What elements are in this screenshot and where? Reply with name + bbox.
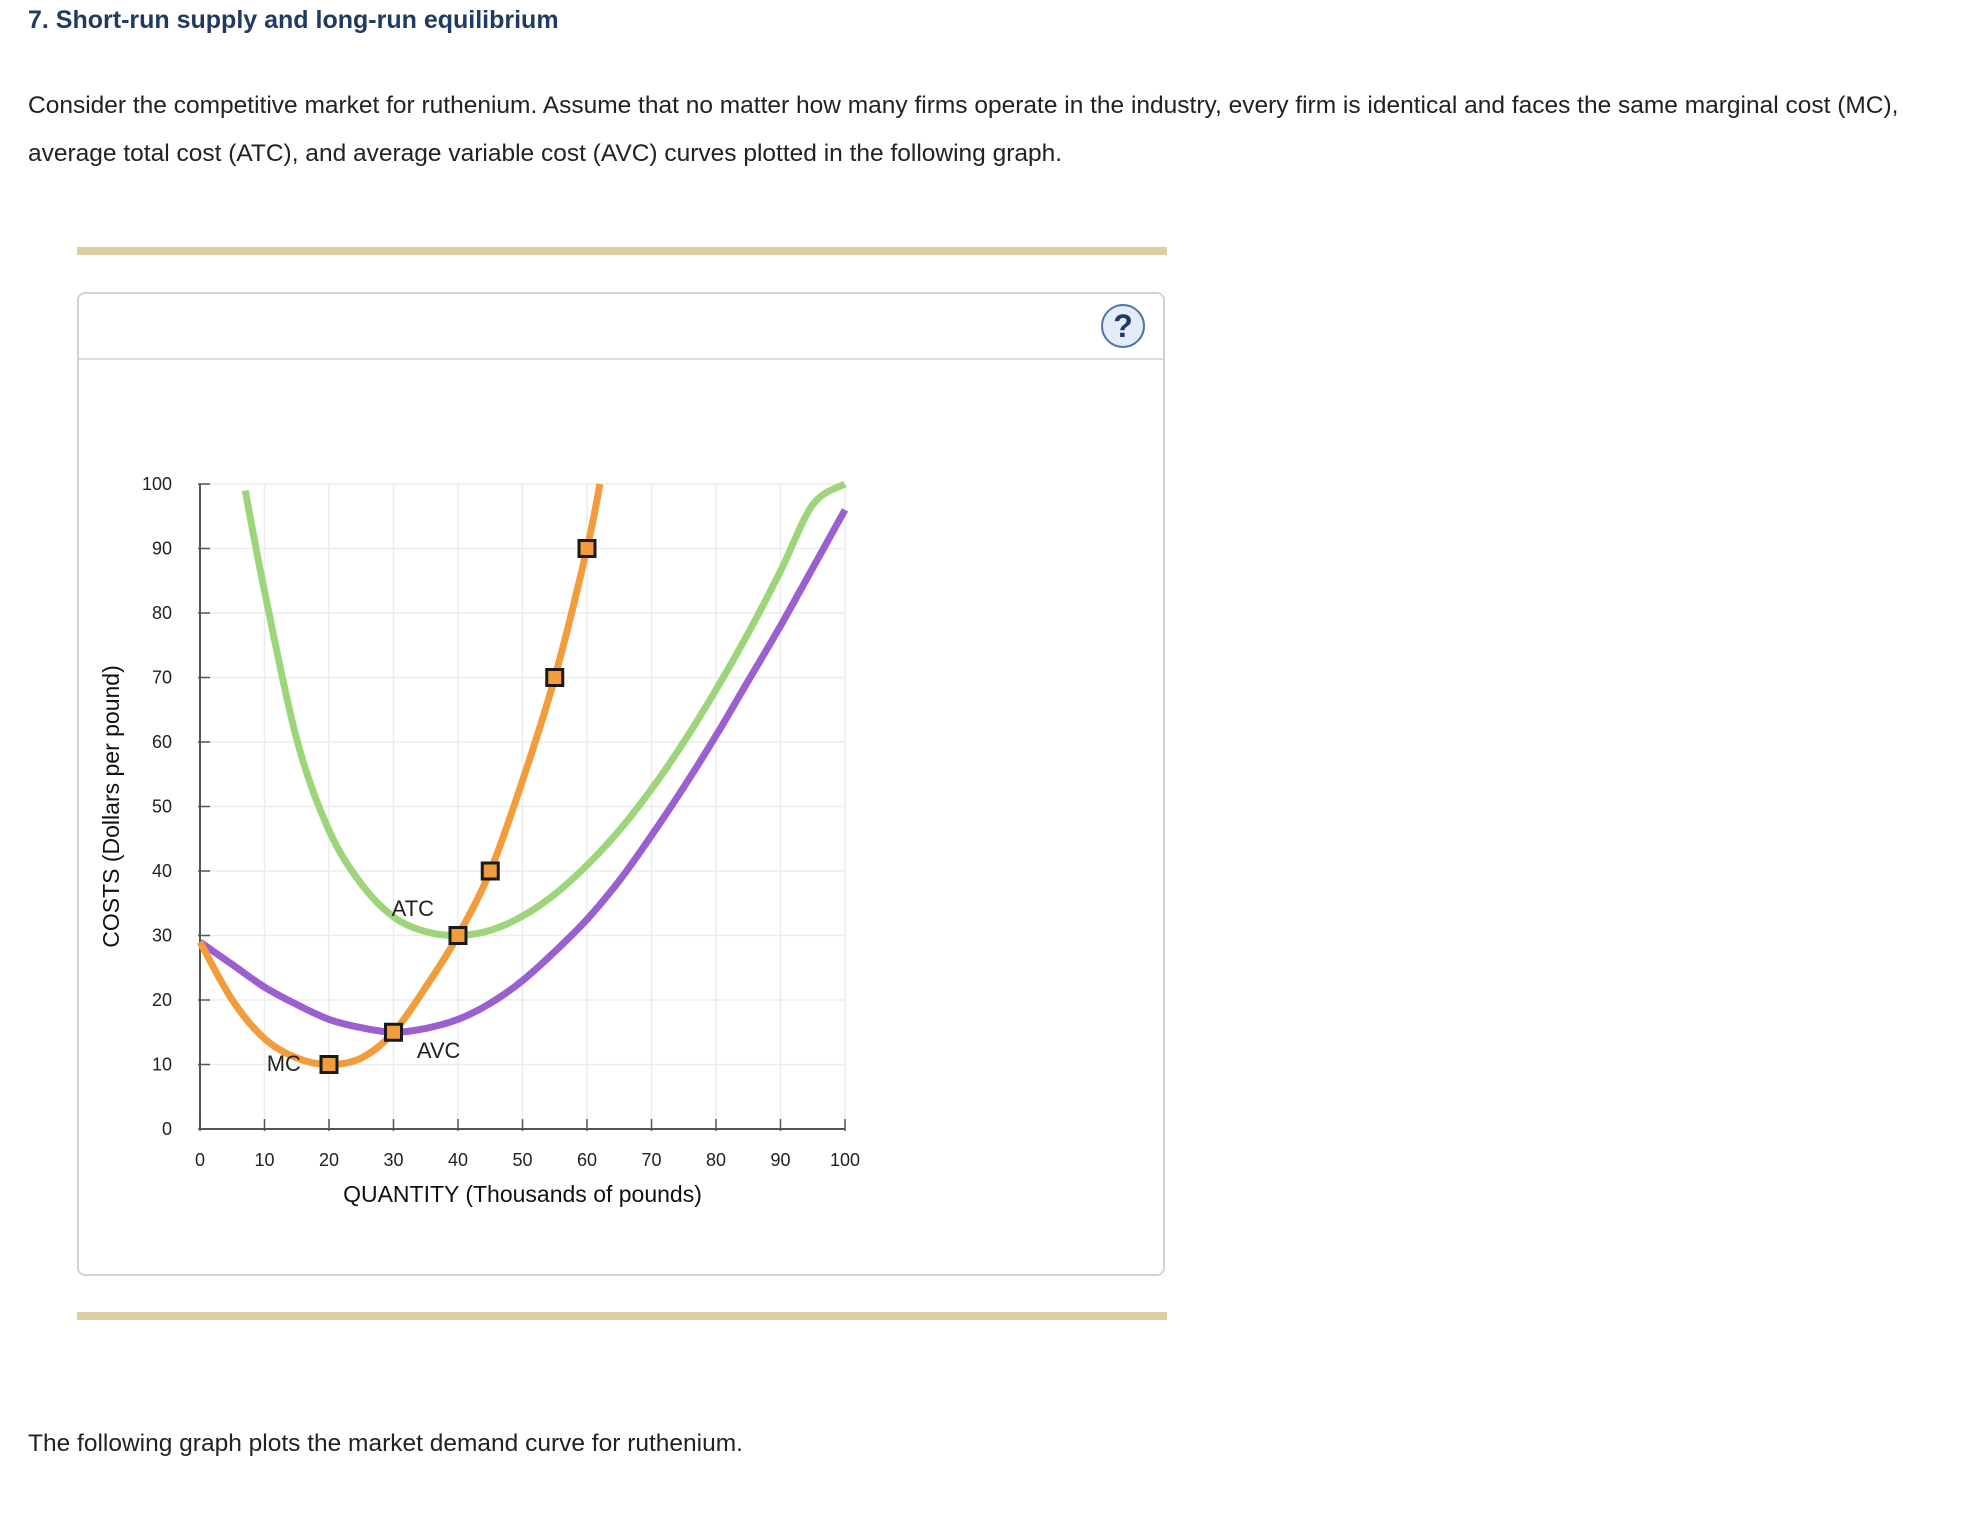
cost-curves-chart <box>79 294 1163 1274</box>
y-tick-label: 0 <box>161 1119 172 1139</box>
x-axis-title: QUANTITY (Thousands of pounds) <box>343 1181 702 1207</box>
y-axis-title: COSTS (Dollars per pound) <box>98 665 124 948</box>
y-tick-label: 50 <box>151 796 172 817</box>
mc-point-marker <box>321 1057 337 1073</box>
y-tick-label: 30 <box>151 925 172 946</box>
x-tick-label: 80 <box>705 1150 727 1170</box>
x-tick-label: 40 <box>447 1150 469 1170</box>
curve-label-atc: ATC <box>391 896 435 922</box>
mc-point-marker <box>579 541 595 557</box>
y-tick-label: 70 <box>151 667 172 688</box>
chart-labels <box>267 896 461 1076</box>
chart-grid <box>200 484 845 1129</box>
y-tick-label: 80 <box>151 603 172 623</box>
x-tick-label: 100 <box>829 1150 861 1170</box>
x-tick-label: 0 <box>194 1150 206 1170</box>
mc-point-marker <box>482 863 498 879</box>
chart-axes <box>142 474 860 1170</box>
question-mark-icon: ? <box>1113 308 1133 344</box>
curve-label-avc: AVC <box>416 1038 461 1064</box>
x-tick-label: 60 <box>576 1150 598 1170</box>
graph-panel <box>77 292 1165 1276</box>
x-tick-label: 30 <box>383 1150 404 1170</box>
y-tick-label: 90 <box>151 538 172 559</box>
question-intro: Consider the competitive market for ruthenium. Assume that no matter how many firms operate in the industry, every firm is identical and faces the same marginal cost (MC), average total cost (ATC), and average variable cost (AVC) curves plotted in the following graph. <box>28 92 1899 167</box>
x-tick-label: 20 <box>318 1150 340 1170</box>
question-footer: The following graph plots the market demand curve for ruthenium. <box>28 1430 743 1457</box>
y-tick-label: 20 <box>151 990 172 1010</box>
x-tick-label: 70 <box>641 1150 662 1170</box>
x-tick-label: 90 <box>770 1150 791 1170</box>
question-title: 7. Short-run supply and long-run equilibrium <box>28 6 559 34</box>
bottom-divider <box>77 1312 1167 1320</box>
x-tick-label: 50 <box>512 1150 533 1170</box>
mc-point-marker <box>386 1024 402 1040</box>
mc-point-marker <box>547 670 563 686</box>
y-tick-label: 60 <box>151 732 172 752</box>
top-divider <box>77 247 1167 255</box>
y-tick-label: 10 <box>151 1054 172 1075</box>
y-tick-label: 40 <box>151 861 172 881</box>
curve-label-mc: MC <box>266 1050 301 1076</box>
mc-point-marker <box>450 928 466 944</box>
y-tick-label: 100 <box>141 474 172 494</box>
x-tick-label: 10 <box>254 1150 275 1170</box>
